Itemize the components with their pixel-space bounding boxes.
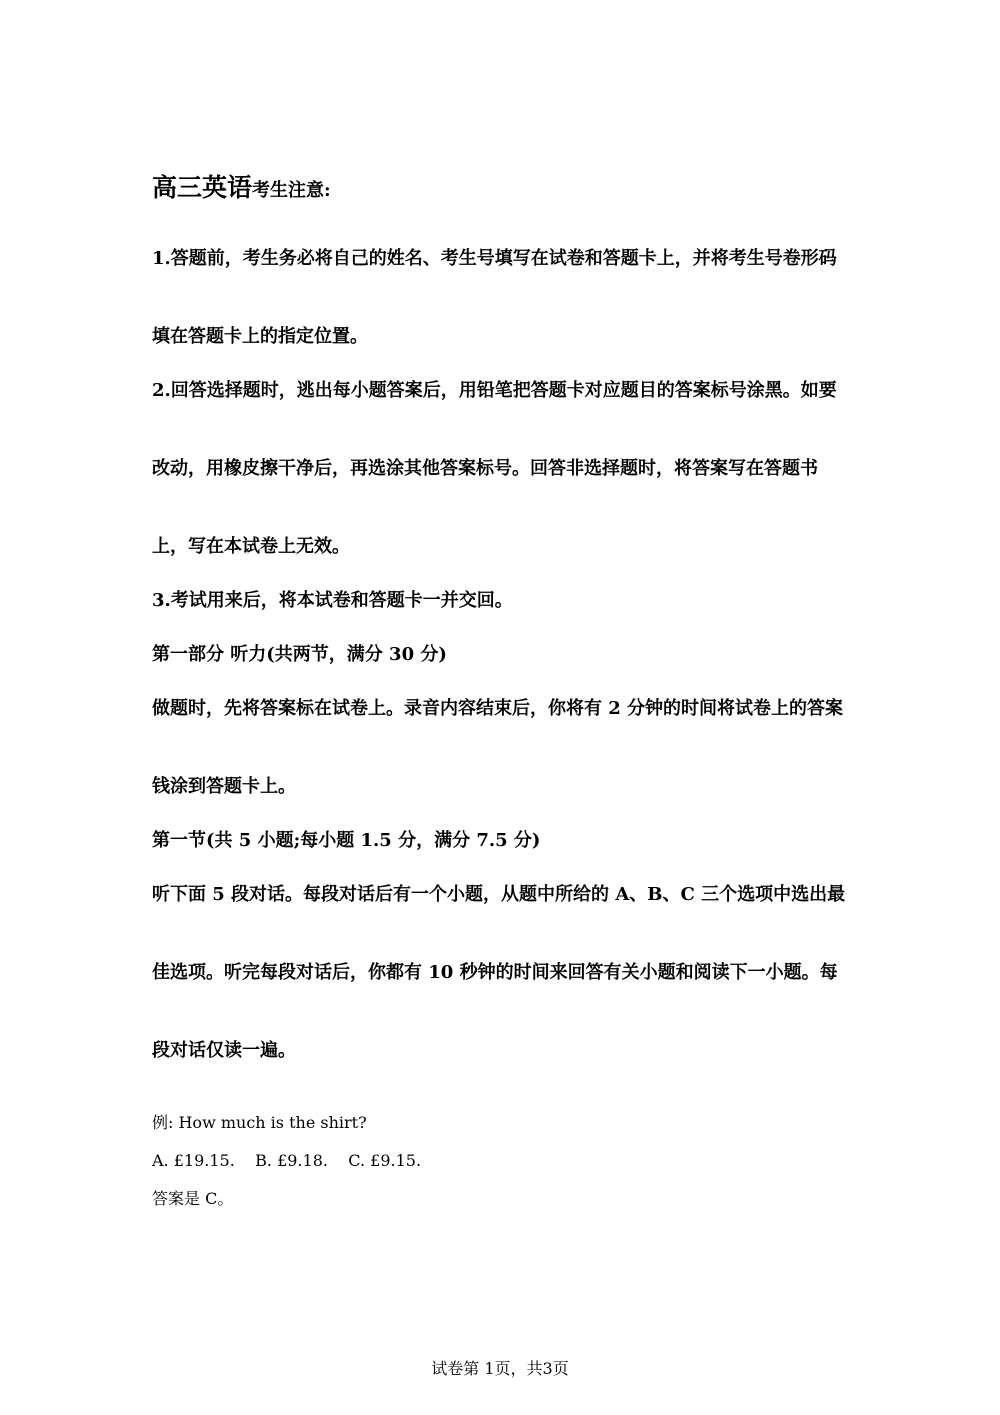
part1-description: 做题时，先将答案标在试卷上。录音内容结束后，你将有 2 分钟的时间将试卷上的答案钱涂到答题卡上。 bbox=[152, 698, 844, 797]
document-title: 高三英语 bbox=[152, 173, 253, 202]
title-note: 考生注意: bbox=[252, 180, 331, 201]
document-body bbox=[152, 168, 852, 1218]
example-question: 例: How much is the shirt? bbox=[152, 1113, 367, 1132]
section1-heading: 第一节(共 5 小题;每小题 1.5 分，满分 7.5 分) bbox=[152, 830, 541, 851]
page-footer: 试卷第 1页，共3页 bbox=[431, 1359, 569, 1378]
instruction-1: 1.答题前，考生务必将自己的姓名、考生号填写在试卷和答题卡上，并将考生号卷形码填在答题卡上的指定位置。 bbox=[152, 248, 837, 347]
part1-heading: 第一部分 听力(共两节，满分 30 分) bbox=[152, 644, 447, 665]
instruction-3: 3.考试用来后，将本试卷和答题卡一并交回。 bbox=[152, 590, 513, 611]
example-answer: 答案是 C。 bbox=[152, 1189, 234, 1208]
title-line bbox=[152, 168, 852, 204]
section1-description: 听下面 5 段对话。每段对话后有一个小题，从题中所给的 A、B、C 三个选项中选出最佳选项。听完每段对话后，你都有 10 秒钟的时间来回答有关小题和阅读下一小题。每段对话仅读一遍。 bbox=[152, 884, 846, 1061]
instruction-2: 2.回答选择题时，逃出每小题答案后，用铅笔把答题卡对应题目的答案标号涂黑。如要改动，用橡皮擦干净后，再选涂其他答案标号。回答非选择题时，将答案写在答题书上，写在本试卷上无效。 bbox=[152, 380, 837, 557]
example-options: A. £19.15. B. £9.18. C. £9.15. bbox=[152, 1151, 422, 1170]
